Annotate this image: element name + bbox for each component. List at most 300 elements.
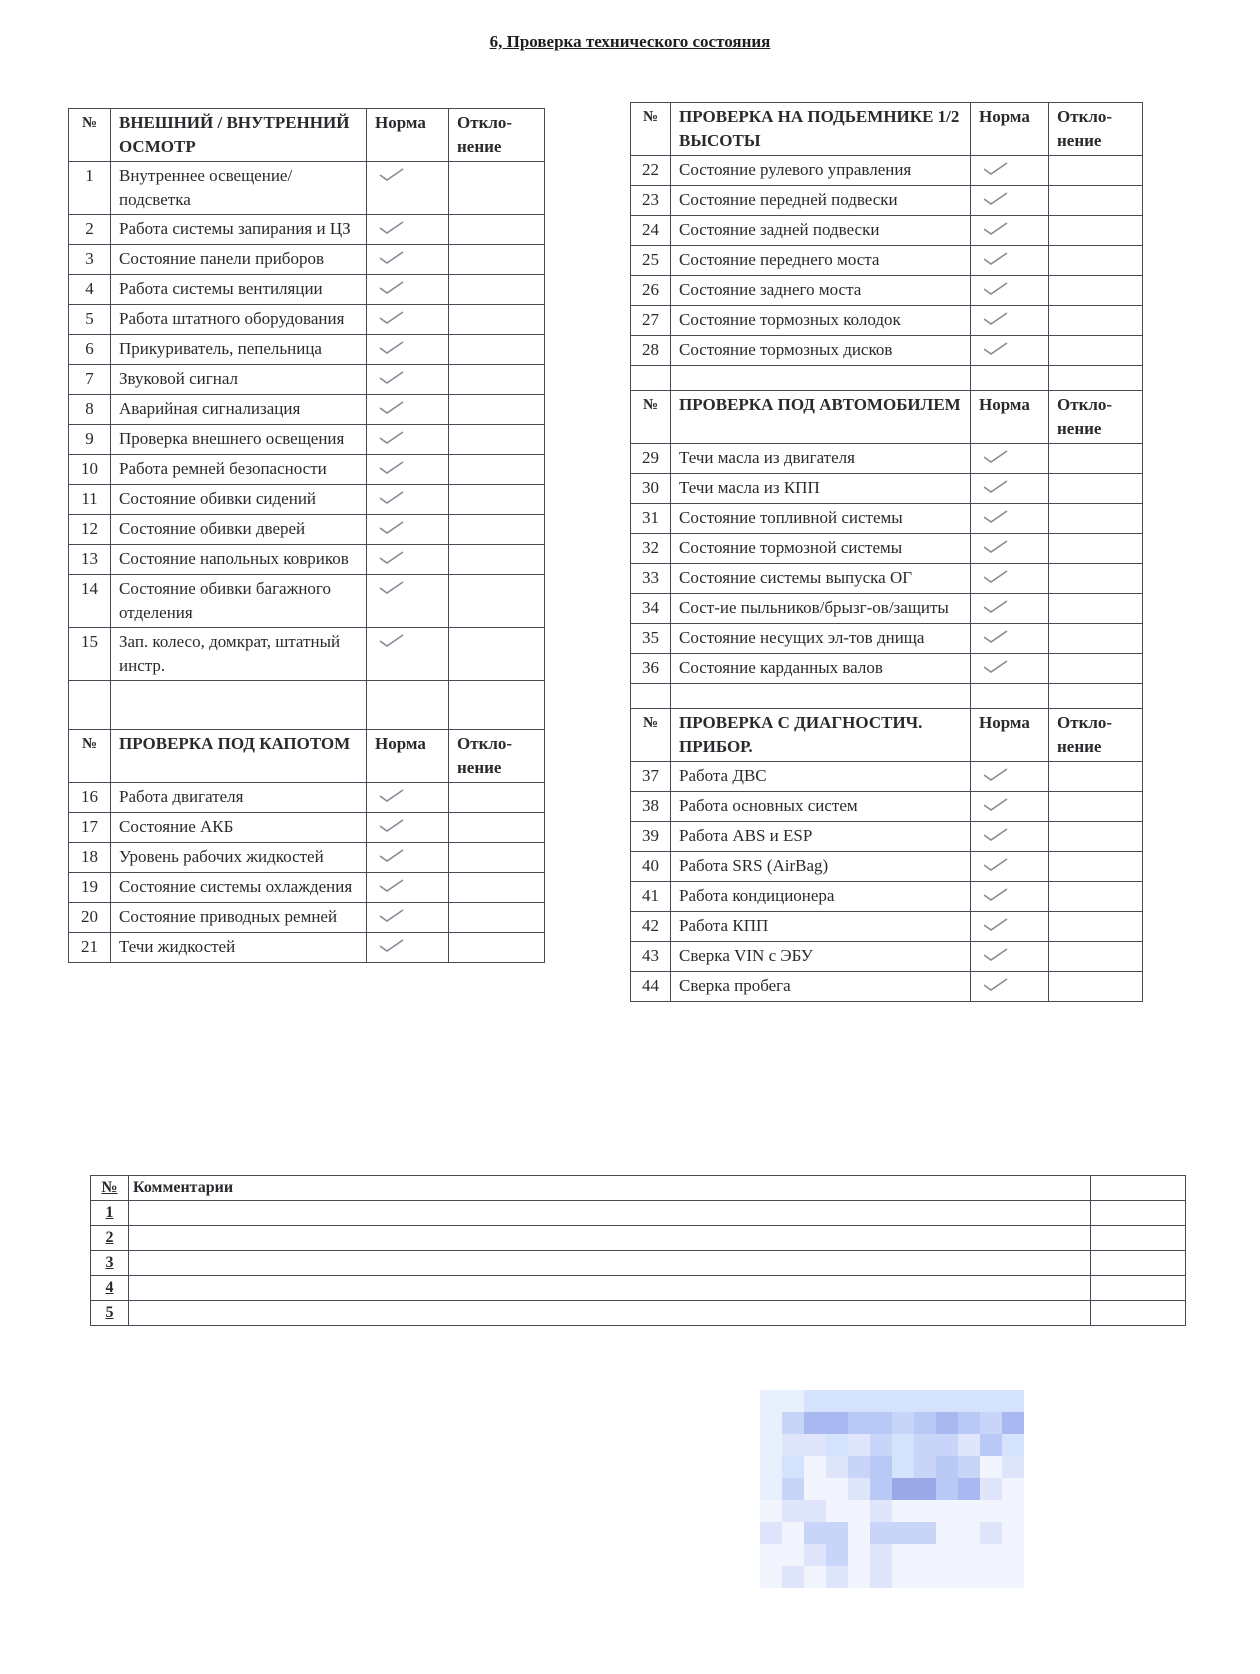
norm-cell[interactable] [971,624,1049,654]
redaction-pixel [760,1544,782,1566]
item-label: Сверка пробега [671,972,971,1002]
comment-extra-cell[interactable] [1090,1276,1185,1301]
checkmark-icon [379,909,405,923]
norm-cell[interactable] [971,276,1049,306]
item-label: Работа кондиционера [671,882,971,912]
deviation-cell[interactable] [449,365,545,395]
norm-cell[interactable] [971,504,1049,534]
deviation-cell[interactable] [1049,276,1143,306]
norm-cell[interactable] [367,395,449,425]
document-title: 6, Проверка технического состояния [489,32,771,51]
comment-number: 5 [91,1301,129,1326]
norm-cell[interactable] [367,628,449,681]
deviation-cell[interactable] [449,545,545,575]
redaction-pixel [848,1500,870,1522]
comment-text-cell[interactable] [129,1276,1091,1301]
item-label: Состояние переднего моста [671,246,971,276]
norm-cell[interactable] [367,425,449,455]
redaction-pixel [936,1390,958,1412]
deviation-cell[interactable] [1049,474,1143,504]
checkmark-icon [379,168,405,182]
comment-row [91,1251,1186,1276]
norm-cell[interactable] [367,485,449,515]
comment-text-cell[interactable] [129,1201,1091,1226]
norm-cell[interactable] [971,564,1049,594]
item-label: Состояние тормозных колодок [671,306,971,336]
section-header-row [69,109,545,162]
redaction-pixel [914,1478,936,1500]
deviation-cell[interactable] [449,843,545,873]
norm-cell[interactable] [367,903,449,933]
deviation-cell[interactable] [1049,972,1143,1002]
norm-cell[interactable] [971,762,1049,792]
redaction-pixel [848,1522,870,1544]
item-number: 42 [631,912,671,942]
item-number: 39 [631,822,671,852]
comment-text-cell[interactable] [129,1301,1091,1326]
redaction-pixel [914,1412,936,1434]
redaction-pixel [870,1566,892,1588]
norm-cell[interactable] [367,933,449,963]
num-header: № [631,103,671,156]
comment-text-cell[interactable] [129,1251,1091,1276]
section-header-row [631,103,1143,156]
checklist-row [631,852,1143,882]
deviation-cell[interactable] [1049,444,1143,474]
checklist-row [69,783,545,813]
item-label: Проверка внешнего освещения [111,425,367,455]
checklist-row [631,792,1143,822]
redaction-pixel [848,1544,870,1566]
redaction-pixel [848,1390,870,1412]
redaction-pixel [848,1412,870,1434]
checklist-row [69,245,545,275]
norm-cell[interactable] [367,545,449,575]
norm-cell[interactable] [971,972,1049,1002]
item-number: 2 [69,215,111,245]
item-label: Состояние обивки багажного отделения [111,575,367,628]
item-number: 41 [631,882,671,912]
norm-cell[interactable] [367,215,449,245]
item-label: Прикуриватель, пепельница [111,335,367,365]
item-label: Состояние рулевого управления [671,156,971,186]
checklist-row [631,306,1143,336]
section-header-row [69,730,545,783]
comment-number: 4 [91,1276,129,1301]
item-number: 34 [631,594,671,624]
checkmark-icon [983,828,1009,842]
deviation-cell[interactable] [449,215,545,245]
item-label: Течи жидкостей [111,933,367,963]
redaction-pixel [782,1500,804,1522]
item-label: Сверка VIN с ЭБУ [671,942,971,972]
redaction-pixel [826,1566,848,1588]
empty-cell [1049,366,1143,391]
comment-row [91,1201,1186,1226]
checklist-row [631,246,1143,276]
checkmark-icon [983,978,1009,992]
norm-cell[interactable] [971,444,1049,474]
checklist-row [69,485,545,515]
empty-cell [671,366,971,391]
deviation-cell[interactable] [449,933,545,963]
redacted-stamp [760,1410,1090,1640]
norm-cell[interactable] [971,792,1049,822]
item-label: Работа ДВС [671,762,971,792]
comment-extra-cell[interactable] [1090,1301,1185,1326]
item-number: 7 [69,365,111,395]
section-header-row [631,709,1143,762]
item-number: 22 [631,156,671,186]
redaction-pixel [760,1478,782,1500]
norm-cell[interactable] [971,822,1049,852]
deviation-cell[interactable] [449,245,545,275]
item-number: 36 [631,654,671,684]
norm-cell[interactable] [367,245,449,275]
deviation-header: Откло-нение [449,109,545,162]
checklist-table-left [68,108,545,963]
deviation-cell[interactable] [449,455,545,485]
item-number: 21 [69,933,111,963]
checkmark-icon [983,768,1009,782]
redaction-pixel [804,1566,826,1588]
deviation-cell[interactable] [449,873,545,903]
deviation-cell[interactable] [1049,852,1143,882]
norm-cell[interactable] [367,515,449,545]
item-number: 11 [69,485,111,515]
comment-text-cell[interactable] [129,1226,1091,1251]
redaction-pixel [870,1456,892,1478]
redaction-pixel [1002,1566,1024,1588]
checkmark-icon [983,450,1009,464]
redaction-pixel [804,1390,826,1412]
norm-cell[interactable] [971,474,1049,504]
deviation-cell[interactable] [1049,216,1143,246]
redaction-pixel [980,1544,1002,1566]
norm-cell[interactable] [367,162,449,215]
redaction-pixel [760,1522,782,1544]
item-label: Сост-ие пыльников/брызг-ов/защиты [671,594,971,624]
norm-cell[interactable] [367,843,449,873]
redaction-pixel [804,1522,826,1544]
norm-cell[interactable] [971,336,1049,366]
redaction-pixel [782,1522,804,1544]
comment-extra-cell[interactable] [1090,1226,1185,1251]
redaction-pixel [870,1478,892,1500]
item-number: 23 [631,186,671,216]
checkmark-icon [379,461,405,475]
item-number: 16 [69,783,111,813]
deviation-cell[interactable] [449,335,545,365]
norm-cell[interactable] [971,912,1049,942]
item-label: Состояние обивки дверей [111,515,367,545]
item-number: 3 [69,245,111,275]
deviation-header: Откло-нение [1049,709,1143,762]
redaction-pixel [760,1390,782,1412]
redaction-pixel [914,1544,936,1566]
deviation-cell[interactable] [1049,504,1143,534]
deviation-cell[interactable] [449,162,545,215]
deviation-cell[interactable] [1049,246,1143,276]
redaction-pixel [782,1412,804,1434]
section-header-row [631,391,1143,444]
redaction-pixel [958,1544,980,1566]
empty-cell [671,684,971,709]
checklist-row [69,305,545,335]
checkmark-icon [983,162,1009,176]
deviation-cell[interactable] [1049,186,1143,216]
checkmark-icon [983,858,1009,872]
redaction-pixel [760,1500,782,1522]
item-number: 14 [69,575,111,628]
redaction-pixel [804,1412,826,1434]
num-header: № [631,391,671,444]
item-number: 13 [69,545,111,575]
checklist-row [631,762,1143,792]
deviation-cell[interactable] [1049,564,1143,594]
deviation-cell[interactable] [449,903,545,933]
deviation-cell[interactable] [449,305,545,335]
item-number: 8 [69,395,111,425]
empty-cell [971,366,1049,391]
deviation-cell[interactable] [1049,762,1143,792]
deviation-cell[interactable] [1049,654,1143,684]
deviation-cell[interactable] [1049,822,1143,852]
redaction-pixel [914,1456,936,1478]
redaction-pixel [892,1544,914,1566]
redaction-pixel [826,1478,848,1500]
item-label: Работа системы запирания и ЦЗ [111,215,367,245]
checkmark-icon [983,540,1009,554]
item-label: Состояние передней подвески [671,186,971,216]
norm-cell[interactable] [971,156,1049,186]
redaction-pixel [848,1478,870,1500]
deviation-cell[interactable] [1049,594,1143,624]
deviation-cell[interactable] [449,425,545,455]
deviation-cell[interactable] [1049,912,1143,942]
checklist-row [69,515,545,545]
section-title: ПРОВЕРКА ПОД КАПОТОМ [111,730,367,783]
checklist-row [69,162,545,215]
item-number: 33 [631,564,671,594]
checklist-row [631,276,1143,306]
redaction-pixel [980,1478,1002,1500]
redaction-pixel [1002,1522,1024,1544]
checkmark-icon [379,281,405,295]
redaction-pixel [848,1456,870,1478]
redaction-pixel [892,1522,914,1544]
redaction-pixel [914,1390,936,1412]
comments-table [90,1175,1186,1326]
redaction-pixel [826,1434,848,1456]
redaction-pixel [892,1390,914,1412]
redaction-pixel [870,1412,892,1434]
redaction-pixel [782,1390,804,1412]
norm-cell[interactable] [367,365,449,395]
norm-cell[interactable] [971,186,1049,216]
redaction-pixel [804,1478,826,1500]
item-number: 20 [69,903,111,933]
checklist-row [631,972,1143,1002]
comment-extra-cell[interactable] [1090,1201,1185,1226]
empty-cell [1049,684,1143,709]
checklist-row [631,216,1143,246]
deviation-cell[interactable] [1049,792,1143,822]
norm-cell[interactable] [367,575,449,628]
empty-cell [631,366,671,391]
checkmark-icon [983,918,1009,932]
checklist-row [631,654,1143,684]
checklist-row [69,425,545,455]
norm-cell[interactable] [367,783,449,813]
item-label: Внутреннее освещение/подсветка [111,162,367,215]
checkmark-icon [379,371,405,385]
deviation-cell[interactable] [449,628,545,681]
redaction-pixel [870,1500,892,1522]
deviation-cell[interactable] [449,485,545,515]
redaction-pixel [914,1566,936,1588]
checkmark-icon [983,222,1009,236]
checklist-row [69,335,545,365]
item-number: 5 [69,305,111,335]
item-number: 1 [69,162,111,215]
item-number: 10 [69,455,111,485]
norm-cell[interactable] [971,594,1049,624]
checkmark-icon [983,798,1009,812]
checklist-row [631,594,1143,624]
checklist-row [69,215,545,245]
item-number: 31 [631,504,671,534]
deviation-cell[interactable] [449,783,545,813]
item-number: 26 [631,276,671,306]
redaction-pixel [1002,1478,1024,1500]
checklist-row [631,942,1143,972]
norm-cell[interactable] [367,275,449,305]
item-number: 17 [69,813,111,843]
redaction-pixel [826,1390,848,1412]
norm-cell[interactable] [971,852,1049,882]
section-title: ПРОВЕРКА С ДИАГНОСТИЧ. ПРИБОР. [671,709,971,762]
item-number: 25 [631,246,671,276]
norm-cell[interactable] [971,534,1049,564]
deviation-cell[interactable] [1049,624,1143,654]
norm-cell[interactable] [971,306,1049,336]
deviation-cell[interactable] [1049,942,1143,972]
norm-header: Норма [367,730,449,783]
checkmark-icon [379,581,405,595]
checklist-row [631,156,1143,186]
comment-number: 1 [91,1201,129,1226]
redaction-pixel [804,1456,826,1478]
redaction-pixel [804,1544,826,1566]
norm-cell[interactable] [367,873,449,903]
checkmark-icon [983,570,1009,584]
redaction-pixel [1002,1390,1024,1412]
checklist-row [631,912,1143,942]
norm-cell[interactable] [971,942,1049,972]
section-title: ПРОВЕРКА ПОД АВТОМОБИЛЕМ [671,391,971,444]
item-number: 40 [631,852,671,882]
item-number: 15 [69,628,111,681]
redaction-pixel [936,1500,958,1522]
redaction-pixel [892,1456,914,1478]
redaction-pixel [870,1390,892,1412]
redaction-pixel [914,1522,936,1544]
item-label: Звуковой сигнал [111,365,367,395]
checkmark-icon [983,948,1009,962]
redaction-pixel [760,1412,782,1434]
comment-extra-cell[interactable] [1090,1251,1185,1276]
checkmark-icon [379,879,405,893]
checkmark-icon [983,510,1009,524]
deviation-cell[interactable] [1049,534,1143,564]
item-label: Работа SRS (AirBag) [671,852,971,882]
checkmark-icon [983,312,1009,326]
deviation-cell[interactable] [1049,306,1143,336]
norm-cell[interactable] [971,654,1049,684]
checkmark-icon [379,789,405,803]
deviation-cell[interactable] [1049,882,1143,912]
norm-cell[interactable] [367,813,449,843]
checklist-row [631,624,1143,654]
checklist-row [69,545,545,575]
checklist-row [69,813,545,843]
norm-cell[interactable] [971,216,1049,246]
norm-cell[interactable] [367,335,449,365]
deviation-cell[interactable] [449,515,545,545]
item-label: Работа двигателя [111,783,367,813]
redaction-pixel [958,1390,980,1412]
redaction-pixel [870,1544,892,1566]
checklist-row [69,275,545,305]
checklist-row [69,628,545,681]
checklist-row [69,843,545,873]
norm-header: Норма [971,391,1049,444]
deviation-cell[interactable] [1049,336,1143,366]
checkmark-icon [379,819,405,833]
deviation-cell[interactable] [449,813,545,843]
redaction-pixel [760,1456,782,1478]
deviation-cell[interactable] [449,395,545,425]
redaction-pixel [980,1434,1002,1456]
norm-cell[interactable] [367,455,449,485]
deviation-cell[interactable] [1049,156,1143,186]
deviation-cell[interactable] [449,275,545,305]
item-label: Работа системы вентиляции [111,275,367,305]
checklist-row [631,444,1143,474]
redaction-pixel [804,1434,826,1456]
norm-cell[interactable] [971,882,1049,912]
item-number: 43 [631,942,671,972]
checkmark-icon [983,342,1009,356]
item-label: Зап. колесо, домкрат, штатный инстр. [111,628,367,681]
checklist-row [69,933,545,963]
norm-cell[interactable] [971,246,1049,276]
norm-cell[interactable] [367,305,449,335]
redaction-pixel [826,1412,848,1434]
item-number: 27 [631,306,671,336]
checkmark-icon [379,431,405,445]
checkmark-icon [379,939,405,953]
empty-cell [449,681,545,730]
item-label: Состояние несущих эл-тов днища [671,624,971,654]
redaction-pixel [980,1412,1002,1434]
item-label: Работа ремней безопасности [111,455,367,485]
redaction-pixel [958,1456,980,1478]
deviation-cell[interactable] [449,575,545,628]
redaction-pixel [826,1544,848,1566]
redaction-pixel [936,1478,958,1500]
